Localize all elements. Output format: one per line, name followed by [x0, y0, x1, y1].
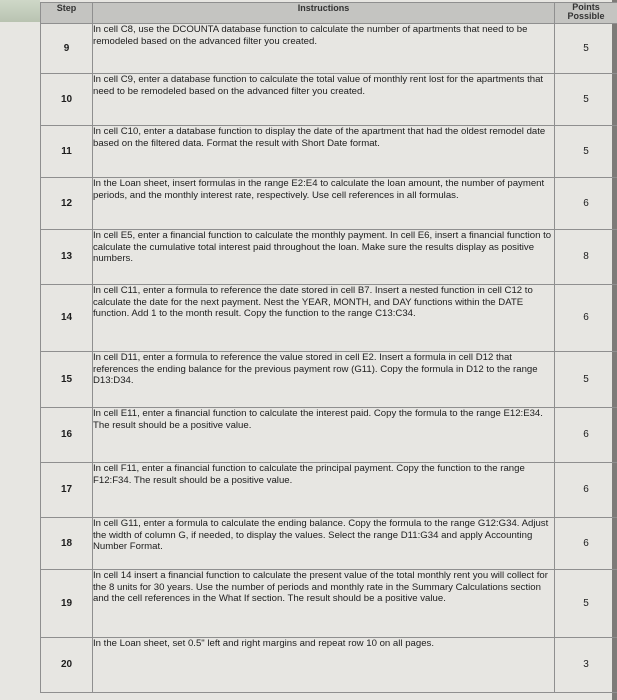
- table-row: [41, 126, 617, 178]
- step-number: 11: [41, 126, 93, 178]
- points-value: 5: [555, 24, 617, 74]
- table-row: [41, 570, 617, 638]
- table-row: [41, 178, 617, 230]
- instruction-text: In cell C11, enter a formula to reference the date stored in cell B7. Insert a nested function in cell C12 to calculate the date for the next payment. Nest the YEAR, MONTH, and DAY functions within the DATE function. Add 1 to the month result. Copy the function to the range C13:C34.: [93, 285, 555, 352]
- header-row: [41, 3, 617, 24]
- table-row: [41, 230, 617, 285]
- instructions-table: [40, 2, 617, 693]
- points-value: 5: [555, 352, 617, 408]
- table-row: [41, 638, 617, 693]
- instruction-text: In cell 14 insert a financial function to calculate the present value of the total monthly rent you will collect for the 8 units for 30 years. Use the number of periods and monthly rate in the Summary Calculations section and the cell references in the What If section. The result should be a positive value.: [93, 570, 555, 638]
- step-number: 19: [41, 570, 93, 638]
- step-number: 20: [41, 638, 93, 693]
- instruction-text: In cell E5, enter a financial function to calculate the monthly payment. In cell E6, insert a financial function to calculate the cumulative total interest paid throughout the loan. Make sure the results display as positive numbers.: [93, 230, 555, 285]
- instruction-text: In cell D11, enter a formula to reference the value stored in cell E2. Insert a formula in cell D12 that references the ending balance for the previous payment row (G11). Copy the formula in D12 to the range D13:D34.: [93, 352, 555, 408]
- points-value: 6: [555, 285, 617, 352]
- table-row: [41, 463, 617, 518]
- points-value: 5: [555, 74, 617, 126]
- instruction-text: In cell C9, enter a database function to calculate the total value of monthly rent lost for the apartments that need to be remodeled based on the advanced filter you created.: [93, 74, 555, 126]
- table-row: [41, 24, 617, 74]
- header-corner: [0, 0, 40, 22]
- instruction-text: In the Loan sheet, set 0.5" left and right margins and repeat row 10 on all pages.: [93, 638, 555, 693]
- table-row: [41, 408, 617, 463]
- instruction-text: In cell F11, enter a financial function to calculate the principal payment. Copy the function to the range F12:F34. The result should be a positive value.: [93, 463, 555, 518]
- table-row: [41, 74, 617, 126]
- step-number: 13: [41, 230, 93, 285]
- header-step: Step: [41, 3, 93, 24]
- points-value: 6: [555, 463, 617, 518]
- points-value: 3: [555, 638, 617, 693]
- points-value: 5: [555, 570, 617, 638]
- step-number: 15: [41, 352, 93, 408]
- points-value: 6: [555, 178, 617, 230]
- table-row: [41, 285, 617, 352]
- instruction-text: In cell G11, enter a formula to calculate the ending balance. Copy the formula to the range G12:G34. Adjust the width of column G, if needed, to display the values. Select the range D11:G34 and apply Accounting Number Format.: [93, 518, 555, 570]
- points-value: 6: [555, 408, 617, 463]
- step-number: 10: [41, 74, 93, 126]
- header-points: Points Possible: [555, 3, 617, 24]
- header-instructions: Instructions: [93, 3, 555, 24]
- step-number: 9: [41, 24, 93, 74]
- step-number: 12: [41, 178, 93, 230]
- step-number: 16: [41, 408, 93, 463]
- instruction-text: In cell C10, enter a database function to display the date of the apartment that had the oldest remodel date based on the filtered data. Format the result with Short Date format.: [93, 126, 555, 178]
- points-value: 6: [555, 518, 617, 570]
- instruction-text: In the Loan sheet, insert formulas in the range E2:E4 to calculate the loan amount, the number of payment periods, and the monthly interest rate, respectively. Use cell references in all formulas.: [93, 178, 555, 230]
- points-value: 8: [555, 230, 617, 285]
- points-value: 5: [555, 126, 617, 178]
- step-number: 17: [41, 463, 93, 518]
- table-row: [41, 352, 617, 408]
- step-number: 14: [41, 285, 93, 352]
- instruction-text: In cell C8, use the DCOUNTA database function to calculate the number of apartments that need to be remodeled based on the advanced filter you created.: [93, 24, 555, 74]
- table-row: [41, 518, 617, 570]
- instruction-text: In cell E11, enter a financial function to calculate the interest paid. Copy the formula to the range E12:E34. The result should be a positive value.: [93, 408, 555, 463]
- step-number: 18: [41, 518, 93, 570]
